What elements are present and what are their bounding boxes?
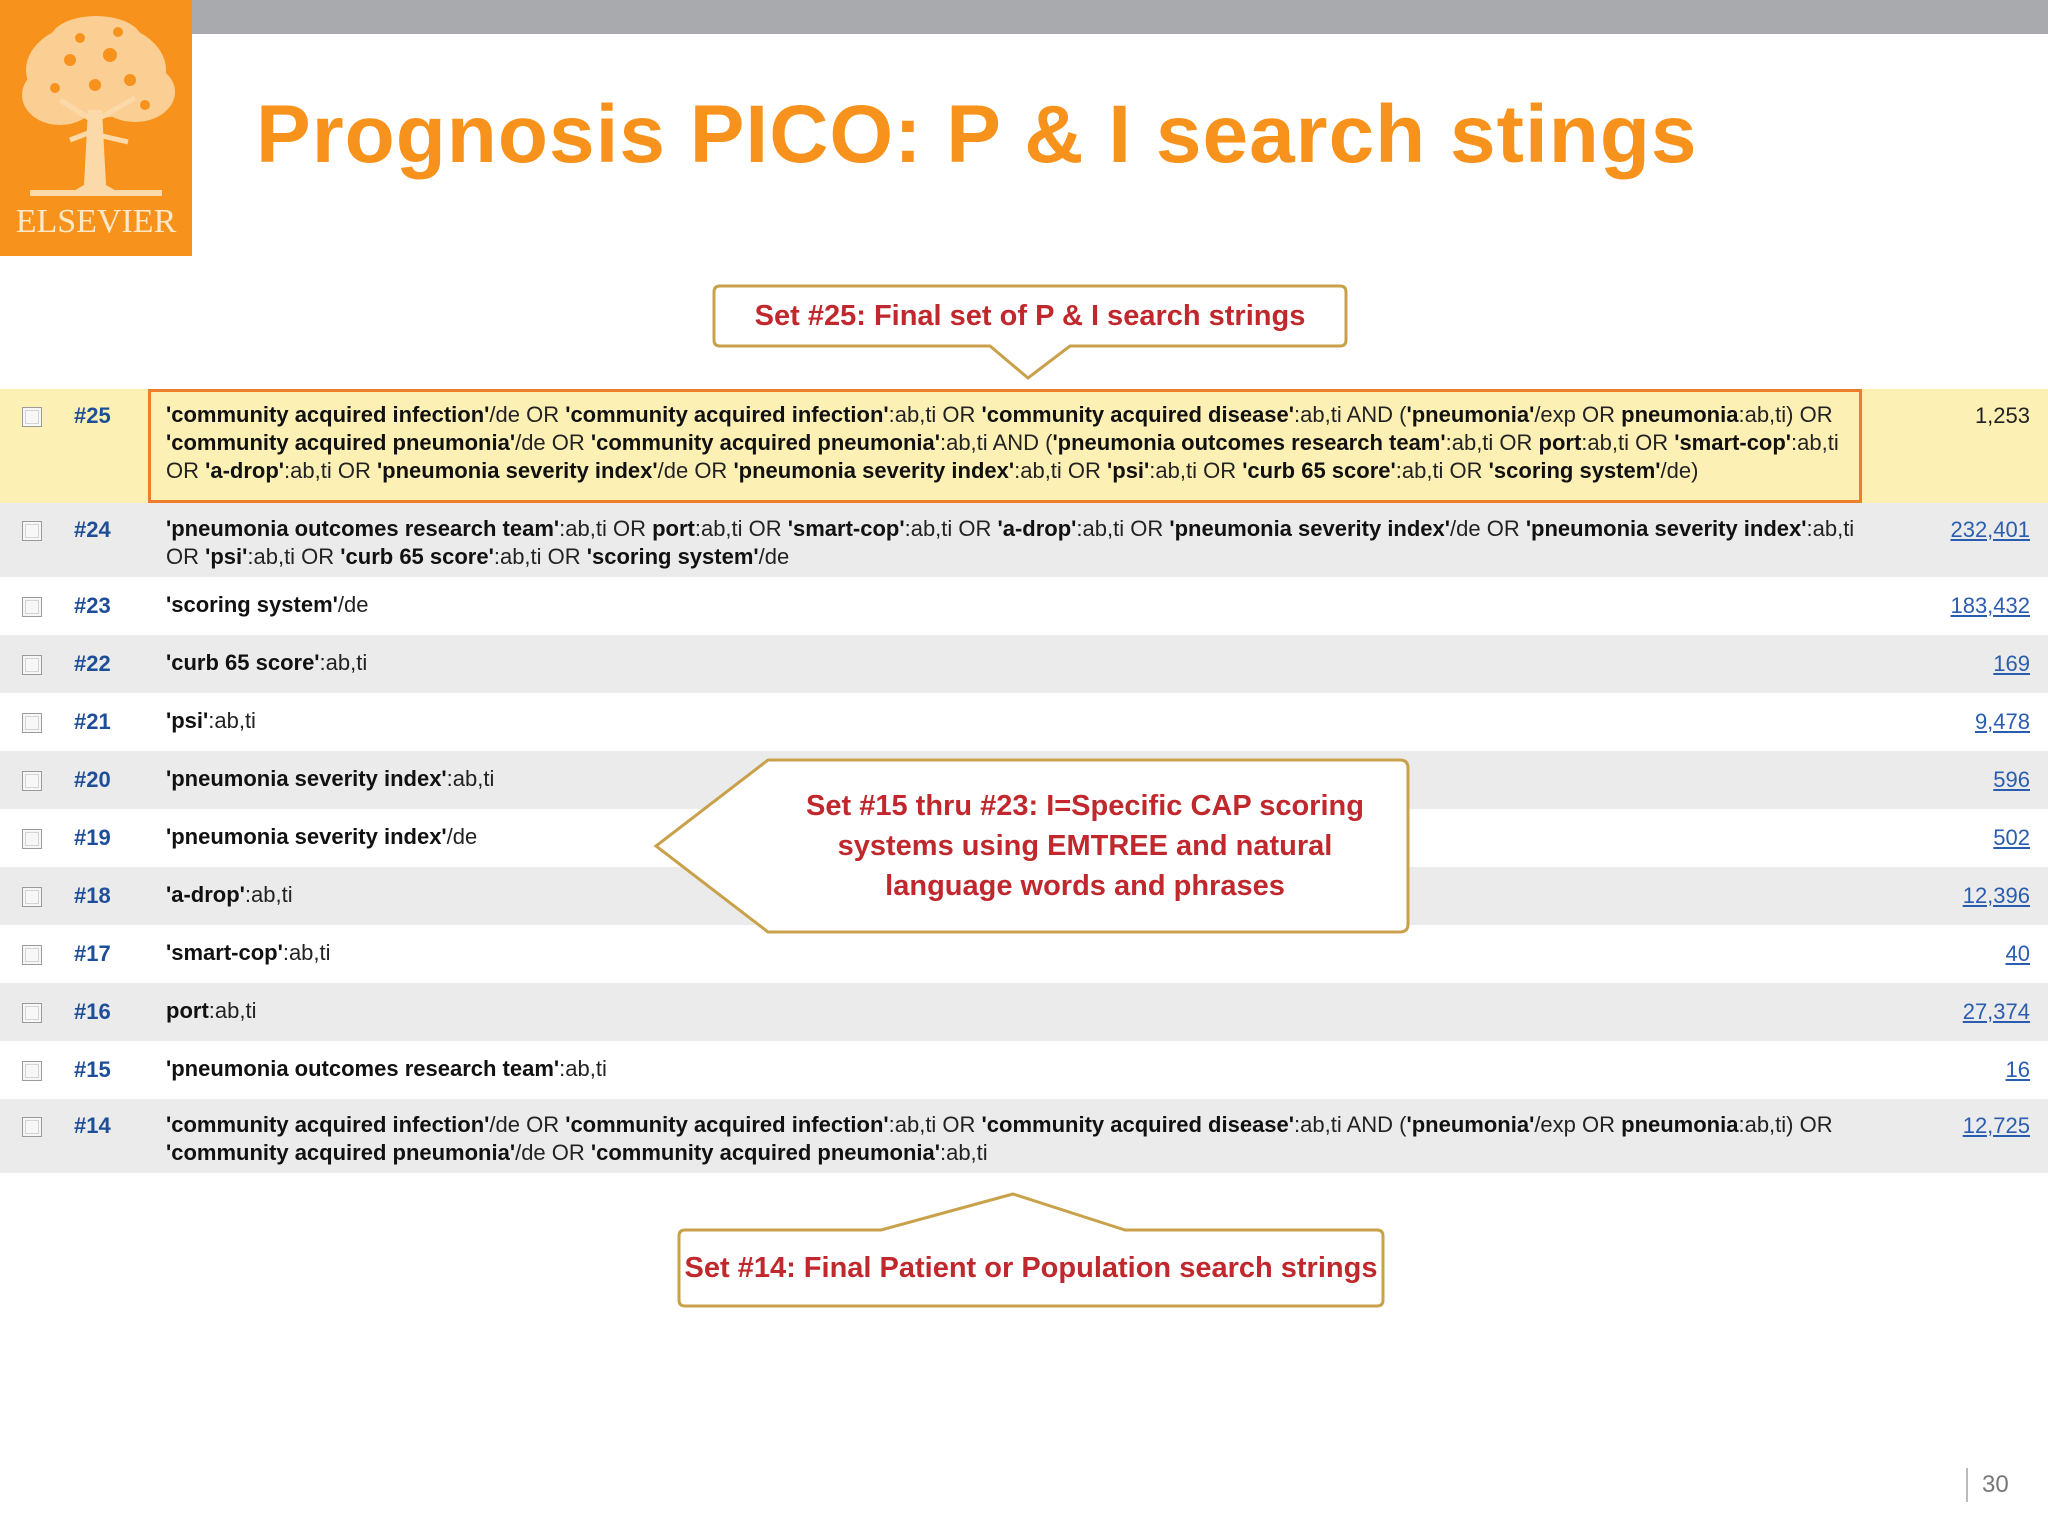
elsevier-logo	[0, 0, 192, 256]
row-checkbox[interactable]	[22, 1061, 42, 1081]
set-id: #14	[74, 1113, 111, 1138]
slide-title: Prognosis PICO: P & I search stings	[256, 89, 1698, 180]
search-query: 'community acquired infection'/de OR 'community acquired infection':ab,ti OR 'community acquired disease':ab,ti AND ('pneumonia'/exp OR pneumonia:ab,ti) OR 'community acquired pneumonia'/de OR 'community acquired pneumonia':ab,ti	[166, 1112, 1833, 1165]
result-count[interactable]: 12,725	[1962, 1113, 2030, 1138]
row-checkbox[interactable]	[22, 597, 42, 617]
table-row	[0, 693, 2048, 751]
set-id: #15	[74, 1057, 111, 1082]
search-query: 'pneumonia outcomes research team':ab,ti	[166, 1056, 607, 1081]
table-row	[0, 635, 2048, 693]
logo-text: ELSEVIER	[15, 203, 177, 240]
set-id: #20	[74, 767, 111, 792]
result-count[interactable]: 27,374	[1962, 999, 2030, 1024]
search-query: 'pneumonia severity index':ab,ti	[166, 766, 495, 791]
set-id: #18	[74, 883, 111, 908]
search-query: 'pneumonia severity index'/de	[166, 824, 478, 849]
result-count[interactable]: 232,401	[1950, 517, 2030, 542]
row-checkbox[interactable]	[22, 713, 42, 733]
search-query: port:ab,ti	[166, 998, 257, 1023]
row-checkbox[interactable]	[22, 655, 42, 675]
row-checkbox[interactable]	[22, 1003, 42, 1023]
callout-set25-text: Set #25: Final set of P & I search strings	[754, 300, 1306, 332]
set25-highlight-box	[148, 389, 1862, 503]
search-query: 'scoring system'/de	[166, 592, 369, 617]
set-id: #17	[74, 941, 111, 966]
callout-set14	[675, 1190, 1387, 1310]
row-checkbox[interactable]	[22, 521, 42, 541]
top-bar	[0, 0, 2048, 34]
set-id: #25	[74, 403, 111, 428]
table-row	[0, 1099, 2048, 1173]
set-id: #19	[74, 825, 111, 850]
search-query: 'curb 65 score':ab,ti	[166, 650, 368, 675]
search-query: 'a-drop':ab,ti	[166, 882, 293, 907]
row-checkbox[interactable]	[22, 887, 42, 907]
slide-number: 30	[1966, 1468, 2009, 1502]
callout-set14-text: Set #14: Final Patient or Population search strings	[684, 1252, 1378, 1284]
table-row	[0, 577, 2048, 635]
result-count[interactable]: 596	[1993, 767, 2030, 792]
result-count[interactable]: 169	[1993, 651, 2030, 676]
table-row	[0, 1041, 2048, 1099]
result-count[interactable]: 502	[1993, 825, 2030, 850]
row-checkbox[interactable]	[22, 407, 42, 427]
row-checkbox[interactable]	[22, 945, 42, 965]
search-query: 'psi':ab,ti	[166, 708, 256, 733]
callout-set15-text: Set #15 thru #23: I=Specific CAP scoring systems using EMTREE and natural language words and phrases	[806, 790, 1364, 902]
search-query: 'pneumonia outcomes research team':ab,ti OR port:ab,ti OR 'smart-cop':ab,ti OR 'a-drop':ab,ti OR 'pneumonia severity index'/de OR 'pneumonia severity index':ab,ti OR 'psi':ab,ti OR 'curb 65 score':ab,ti OR 'scoring system'/de	[166, 516, 1855, 569]
result-count[interactable]: 183,432	[1950, 593, 2030, 618]
result-count: 1,253	[1974, 403, 2030, 428]
result-count[interactable]: 16	[2005, 1057, 2030, 1082]
row-checkbox[interactable]	[22, 1117, 42, 1137]
result-count[interactable]: 9,478	[1974, 709, 2030, 734]
set-id: #24	[74, 517, 111, 542]
set-id: #23	[74, 593, 111, 618]
search-query: 'community acquired infection'/de OR 'community acquired infection':ab,ti OR 'community acquired disease':ab,ti AND ('pneumonia'/exp OR pneumonia:ab,ti) OR 'community acquired pneumonia'/de OR 'community acquired pneumonia':ab,ti AND ('pneumonia outcomes research team':ab,ti OR port:ab,ti OR 'smart-cop':ab,ti OR 'a-drop':ab,ti OR 'pneumonia severity index'/de OR 'pneumonia severity index':ab,ti OR 'psi':ab,ti OR 'curb 65 score':ab,ti OR 'scoring system'/de)	[166, 402, 1839, 483]
callout-set25	[710, 282, 1350, 382]
search-query: 'smart-cop':ab,ti	[166, 940, 331, 965]
set-id: #21	[74, 709, 111, 734]
set-id: #16	[74, 999, 111, 1024]
table-row	[0, 983, 2048, 1041]
row-checkbox[interactable]	[22, 771, 42, 791]
table-row	[0, 503, 2048, 577]
result-count[interactable]: 40	[2005, 941, 2030, 966]
callout-set15	[652, 756, 1412, 938]
row-checkbox[interactable]	[22, 829, 42, 849]
result-count[interactable]: 12,396	[1962, 883, 2030, 908]
set-id: #22	[74, 651, 111, 676]
